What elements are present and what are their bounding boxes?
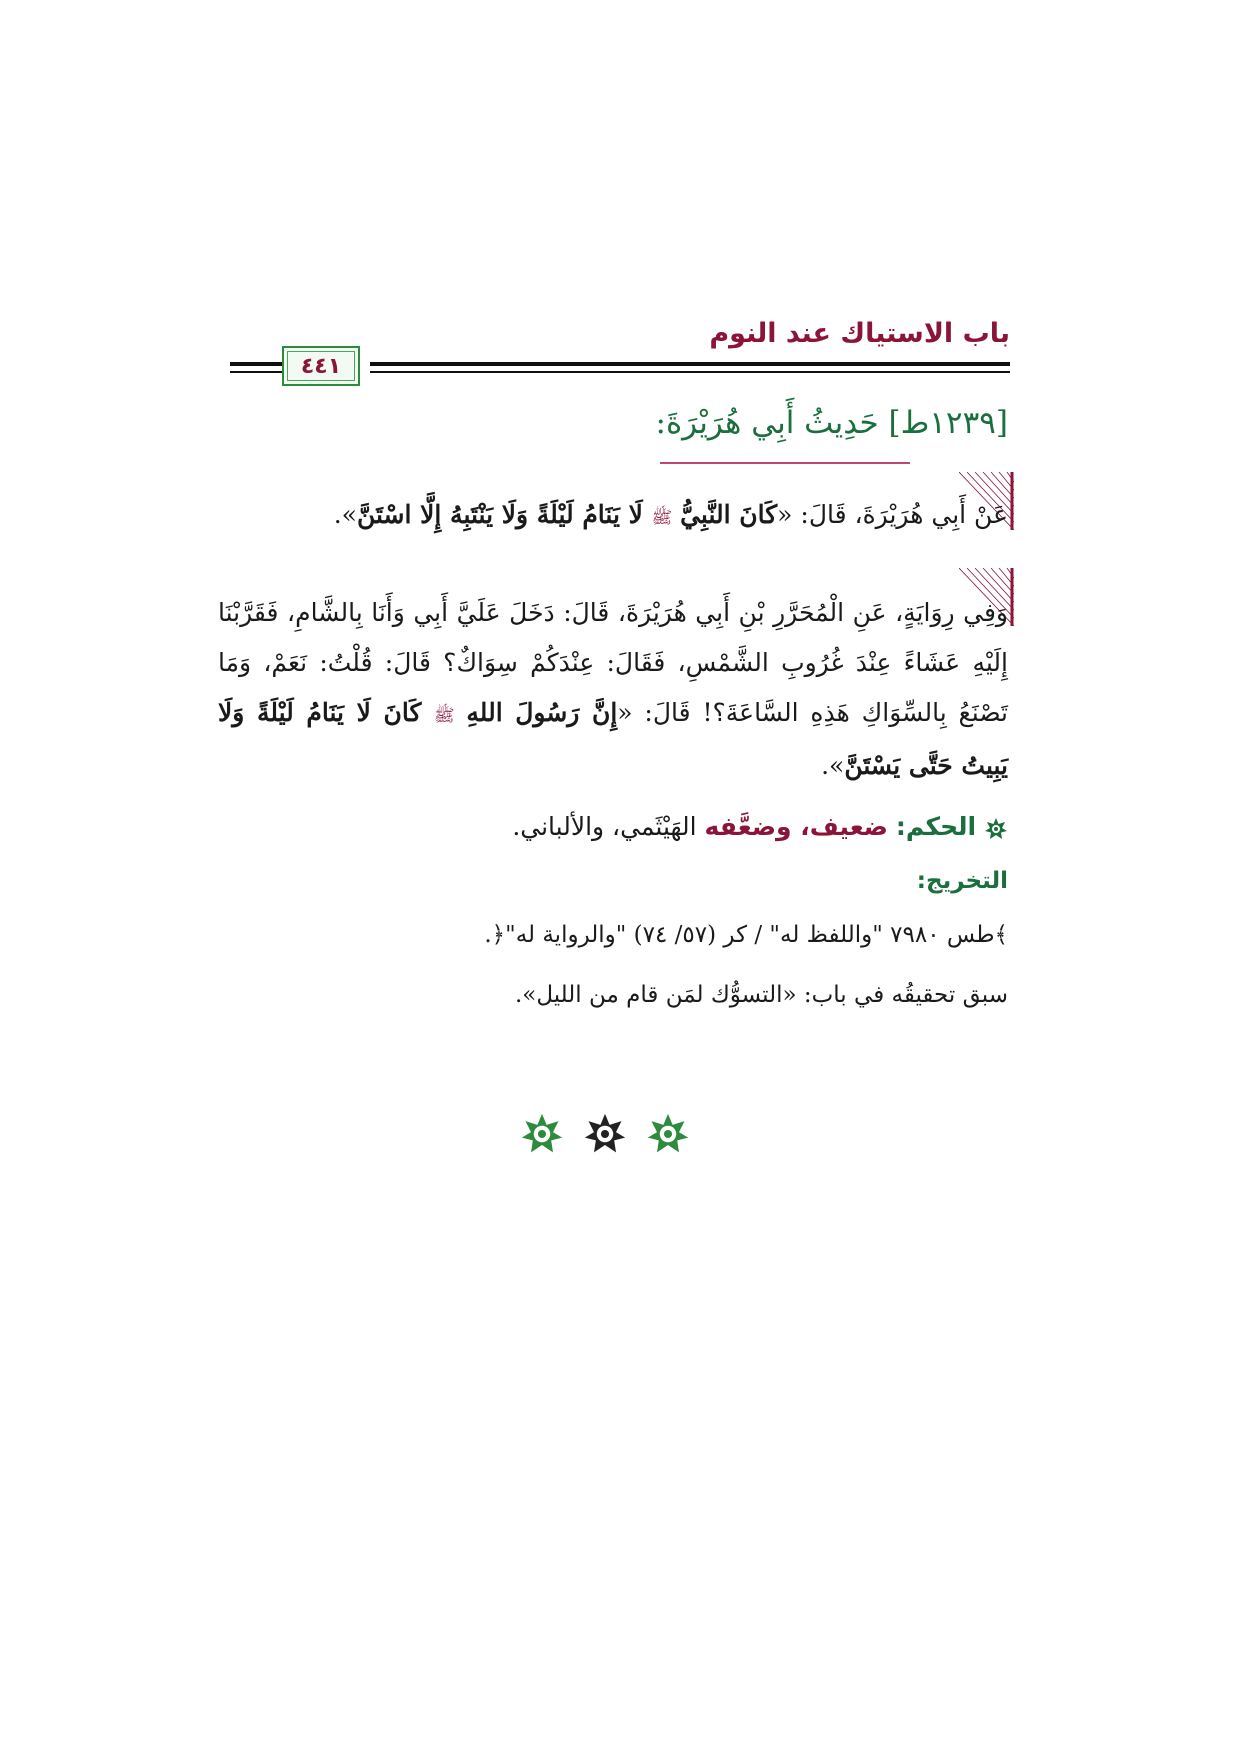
- header-rule: [230, 362, 282, 366]
- page-number-frame: [282, 346, 360, 386]
- prophetic-text: لَا يَنَامُ لَيْلَةً وَلَا يَنْتَبِهُ إِلَّا اسْتَنَّ: [356, 500, 652, 529]
- honorific-salutation: ﷺ: [433, 706, 455, 726]
- flower-bullet-icon: [984, 817, 1008, 841]
- verdict-label: الحكم:: [895, 812, 977, 841]
- flower-ornament-icon: [520, 1112, 564, 1156]
- prophetic-text: إِنَّ رَسُولَ اللهِ: [466, 698, 618, 727]
- header-rule: [370, 371, 1010, 373]
- flower-ornament-icon: [646, 1112, 690, 1156]
- chapter-title: باب الاستياك عند النوم: [709, 318, 1010, 349]
- heading-underline: [660, 462, 910, 464]
- prophetic-text: كَانَ النَّبِيُّ: [680, 500, 778, 529]
- cross-reference-note: سبق تحقيقُه في باب: «التسوُّك لمَن قام من الليل».: [514, 982, 1008, 1008]
- hadith-text: ».: [821, 751, 845, 780]
- honorific-salutation: ﷺ: [651, 508, 673, 528]
- hadith-text: وَفِي رِوَايَةٍ، عَنِ الْمُحَرَّرِ بْنِ أَبِي هُرَيْرَةَ، قَالَ: دَخَلَ عَلَيَّ أَبِي وَأَنَا بِالشَّامِ، فَقَرَّبْنَا إِلَيْهِ عَشَاءً عِنْدَ غُرُوبِ الشَّمْسِ، فَقَالَ: عِنْدَكُمْ سِوَاكٌ؟ قَالَ: قُلْتُ: نَعَمْ، وَمَا تَصْنَعُ بِالسِّوَاكِ هَذِهِ السَّاعَةَ؟! قَالَ: «: [218, 598, 1008, 727]
- hadith-paragraph-2: [218, 588, 1008, 791]
- prophetic-text: كَانَ لَا يَنَامُ لَيْلَةً وَلَا يَبِيتُ حَتَّى يَسْتَنَّ: [218, 698, 1008, 780]
- hadith-heading: [١٢٣٩ط] حَدِيثُ أَبِي هُرَيْرَةَ:: [655, 405, 1008, 441]
- header-rule: [370, 362, 1010, 366]
- verdict-rest: الهَيْثَمي، والألباني.: [512, 812, 705, 841]
- page-number: ٤٤١: [300, 353, 342, 379]
- verdict-value: ضعيف، وضعَّفه: [704, 812, 888, 841]
- hadith-text: عَنْ أَبِي هُرَيْرَةَ، قَالَ: «: [777, 500, 1008, 529]
- hadith-paragraph-1: [218, 490, 1008, 543]
- header-rule: [230, 371, 282, 373]
- hadith-text: ».: [333, 500, 357, 529]
- flower-ornament-icon: [583, 1112, 627, 1156]
- takhrij-text: ﴾طس ٧٩٨٠ "واللفظ له" / كر (٥٧/ ٧٤) "والرواية له"﴿.: [484, 922, 1008, 948]
- verdict-line: [512, 812, 1008, 841]
- section-end-ornaments: [520, 1112, 690, 1162]
- takhrij-label: التخريج:: [916, 868, 1008, 894]
